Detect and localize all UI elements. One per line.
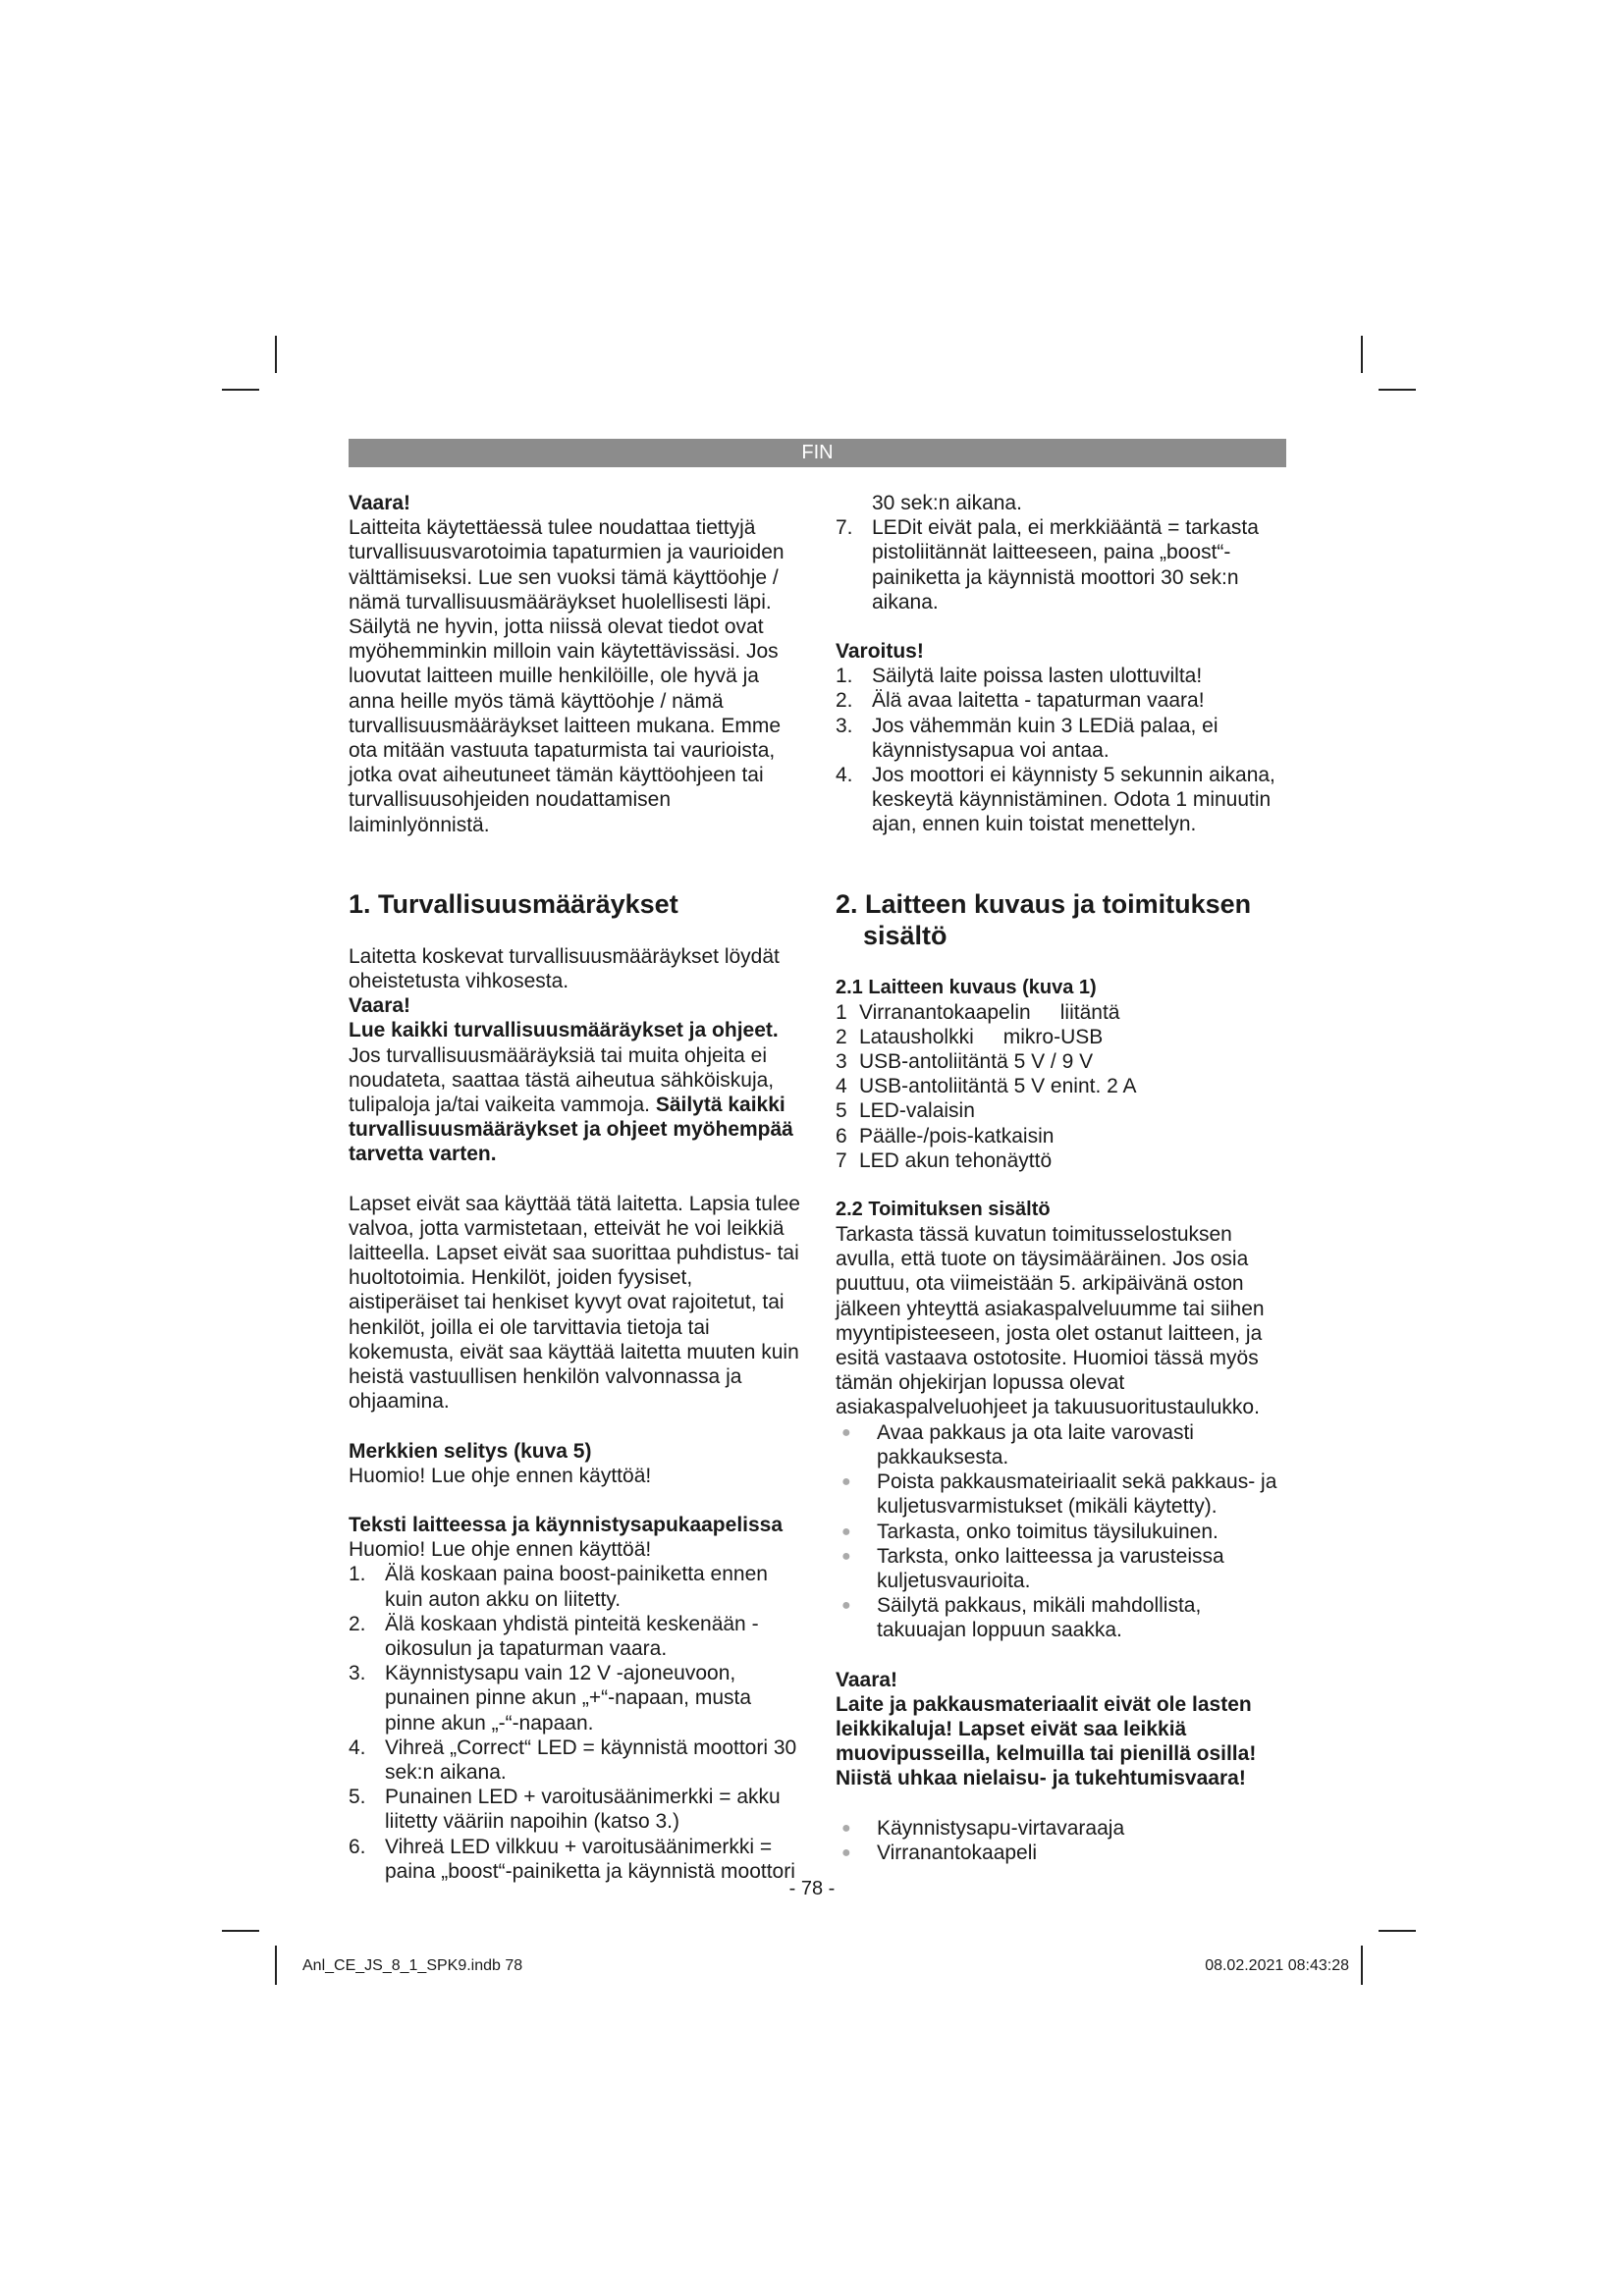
list-item: 3. Käynnistysapu vain 12 V -ajoneuvoon, punainen pinne akun „+“-napaan, musta pinne akun „-“-napaan. [349, 1662, 752, 1735]
danger-text: Laite ja pakkausmateriaalit eivät ole lasten leikkikaluja! Lapset eivät saa leikkiä muovipusseilla, kelmuilla tai pienillä osilla! Niistä uhkaa nielaisu- ja tukehtumisvaara! [836, 1692, 1257, 1790]
section1-bold2: Säilytä kaikki turvallisuusmääräykset ja ohjeet myöhempää tarvetta varten. [349, 1094, 793, 1166]
device-text-list [349, 1562, 800, 1884]
bullet-icon: ● [841, 1597, 851, 1615]
sub21-title: 2.1 Laitteen kuvaus (kuva 1) [836, 976, 1097, 998]
children-text: Lapset eivät saa käyttää tätä laitetta. Lapsia tulee valvoa, jotta varmistetaan, etteivät he voi leikkiä laitteella. Lapset eivät saa suorittaa puhdistus- tai huoltotoimia. Henkilöt, joiden fyysiset, aistiperäiset tai henkiset kyvyt ovat rajoitetut, tai henkilöt, joilla ei ole tarvittavia tietoja tai kokemusta, eivät saa käyttää laitetta muuten kuin heistä vastuullisen henkilön valvonnassa ja ohjaamina. [349, 1192, 800, 1414]
section1-paragraph [349, 1018, 800, 1166]
contents-list [836, 1816, 1287, 1865]
device-text-intro: Huomio! Lue ohje ennen käyttöä! [349, 1538, 652, 1562]
bullet-icon: ● [841, 1473, 851, 1491]
list-item: 4. Jos moottori ei käynnisty 5 sekunnin aikana, keskeytä käynnistäminen. Odota 1 minuutin ajan, ennen kuin toistat menettelyn. [836, 764, 1275, 836]
check-list [836, 1420, 1287, 1643]
list-item: ● Avaa pakkaus ja ota laite varovasti pakkauksesta. [841, 1420, 1194, 1468]
list-item: 2. Älä koskaan yhdistä pinteitä keskenään - oikosulun ja tapaturman vaara. [349, 1612, 759, 1660]
bullet-icon: ● [841, 1522, 851, 1540]
crop-mark [1379, 1930, 1416, 1932]
device-text-list-cont [836, 515, 1287, 614]
bullet-icon: ● [841, 1423, 851, 1441]
list-item: 7. LEDit eivät pala, ei merkkiääntä = tarkasta pistoliitännät laitteeseen, paina „boost“-painiketta ja käynnistä moottori 30 sek:n aikana. [836, 516, 1259, 614]
list-item: 7 LED akun tehonäyttö [836, 1148, 1053, 1172]
page-number: - 78 - [788, 1878, 836, 1899]
crop-mark [275, 336, 277, 373]
list-item: 2. Älä avaa laitetta - tapaturman vaara! [836, 689, 1205, 713]
warning-title: Vaara! [349, 492, 411, 514]
bullet-icon: ● [841, 1819, 851, 1837]
crop-mark [1379, 389, 1416, 391]
footer-datetime: 08.02.2021 08:43:28 [1205, 1957, 1349, 1974]
left-column [349, 491, 800, 1884]
list-item: 5. Punainen LED + varoitusäänimerkki = akku liitetty vääriin napoihin (katso 3.) [349, 1786, 781, 1834]
list-item: 4 USB-antoliitäntä 5 V enint. 2 A [836, 1075, 1137, 1098]
list-item: 6. Vihreä LED vilkkuu + varoitusäänimerkki = paina „boost“-painiketta ja käynnistä moottori [349, 1835, 795, 1883]
list-item: 6 Päälle-/pois-katkaisin [836, 1124, 1055, 1148]
sub22-title: 2.2 Toimituksen sisältö [836, 1199, 1051, 1221]
symbols-text: Huomio! Lue ohje ennen käyttöä! [349, 1464, 652, 1487]
bullet-icon: ● [841, 1843, 851, 1861]
device-text-title: Teksti laitteessa ja käynnistysapukaapelissa [349, 1513, 784, 1536]
list-item: 3. Jos vähemmän kuin 3 LEDiä palaa, ei käynnistysapua voi antaa. [836, 714, 1218, 762]
crop-mark [275, 1946, 277, 1985]
symbols-title: Merkkien selitys (kuva 5) [349, 1439, 592, 1463]
crop-mark [1361, 1946, 1363, 1985]
section1-bold1: Lue kaikki turvallisuusmääräykset ja ohjeet. [349, 1019, 779, 1042]
parts-list [836, 1000, 1287, 1173]
language-header: FIN [349, 439, 1286, 467]
section1-intro: Laitetta koskevat turvallisuusmääräykset löydät oheistetusta vihkosesta. [349, 944, 780, 993]
warning-text: Laitteita käytettäessä tulee noudattaa tiettyjä turvallisuusvarotoimia tapaturmien ja vaurioiden välttämiseksi. Lue sen vuoksi tämä käyttöohje / nämä turvallisuusmääräykset huolellisesti läpi. Säilytä ne hyvin, jotta niissä olevat tiedot ovat myöhemminkin milloin vain käytettävissäsi. Jos luovutat laitteen muille henkilöille, ole hyvä ja anna heille myös tämä käyttöohje / nämä turvallisuusmääräykset laitteen mukana. Emme ota mitään vastuuta tapaturmista tai vaurioista, jotka ovat aiheutuneet tämän käyttöohjeen tai turvallisuusohjeiden noudattamisen laiminlyönnistä. [349, 516, 785, 836]
caution-list [836, 664, 1287, 836]
caution-title: Varoitus! [836, 640, 924, 664]
section2-title: 2. Laitteen kuvaus ja toimituksen sisältö [836, 888, 1252, 950]
list-item: ● Tarkasta, onko toimitus täysilukuinen. [841, 1520, 1218, 1543]
bullet-icon: ● [841, 1547, 851, 1565]
list-item: ● Virranantokaapeli [841, 1841, 1038, 1864]
danger-title: Vaara! [836, 1668, 898, 1691]
section1-title: 1. Turvallisuusmääräykset [349, 888, 678, 919]
list-item: ● Säilytä pakkaus, mikäli mahdollista, takuuajan loppuun saakka. [841, 1594, 1202, 1642]
sub22-text: Tarkasta tässä kuvatun toimitusselostuksen avulla, että tuote on täysimääräinen. Jos osia puuttuu, ota viimeistään 5. arkipäivänä oston jälkeen yhteyttä asiakaspalveluumme tai siihen myyntipisteeseen, josta olet ostanut laitteen, ja esitä vastaava ostotosite. Huomioi tässä myös tämän ohjekirjan lopussa olevat asiakaspalveluohjeet ja takuusuoritustaulukko. [836, 1223, 1265, 1419]
list-item: 4. Vihreä „Correct“ LED = käynnistä moottori 30 sek:n aikana. [349, 1735, 797, 1784]
continued-text: 30 sek:n aikana. [872, 492, 1022, 514]
right-column [836, 491, 1287, 1865]
section1-text1: Jos turvallisuusmääräyksiä tai muita ohjeita ei noudateta, saattaa tästä aiheutua sähköiskuja, tulipaloja ja/tai vaikeita vammoja. [349, 1043, 775, 1117]
list-item: ● Käynnistysapu-virtavaraaja [841, 1816, 1125, 1840]
list-item: ● Poista pakkausmateiriaalit sekä pakkaus- ja kuljetusvarmistukset (mikäli käytetty). [841, 1470, 1277, 1519]
list-item: 1 Virranantokaapelin liitäntä [836, 1000, 1120, 1024]
list-item: ● Tarksta, onko laitteessa ja varusteissa kuljetusvaurioita. [841, 1544, 1224, 1592]
crop-mark [1361, 336, 1363, 373]
list-item: 1. Älä koskaan paina boost-painiketta ennen kuin auton akku on liitetty. [349, 1563, 768, 1611]
list-item: 3 USB-antoliitäntä 5 V / 9 V [836, 1050, 1094, 1074]
list-item: 2 Latausholkki mikro-USB [836, 1025, 1104, 1048]
section1-warning: Vaara! [349, 994, 411, 1018]
footer-file: Anl_CE_JS_8_1_SPK9.indb 78 [302, 1957, 523, 1974]
crop-mark [222, 1930, 259, 1932]
list-item: 1. Säilytä laite poissa lasten ulottuvilta! [836, 665, 1203, 688]
list-item: 5 LED-valaisin [836, 1099, 975, 1123]
crop-mark [222, 389, 259, 391]
